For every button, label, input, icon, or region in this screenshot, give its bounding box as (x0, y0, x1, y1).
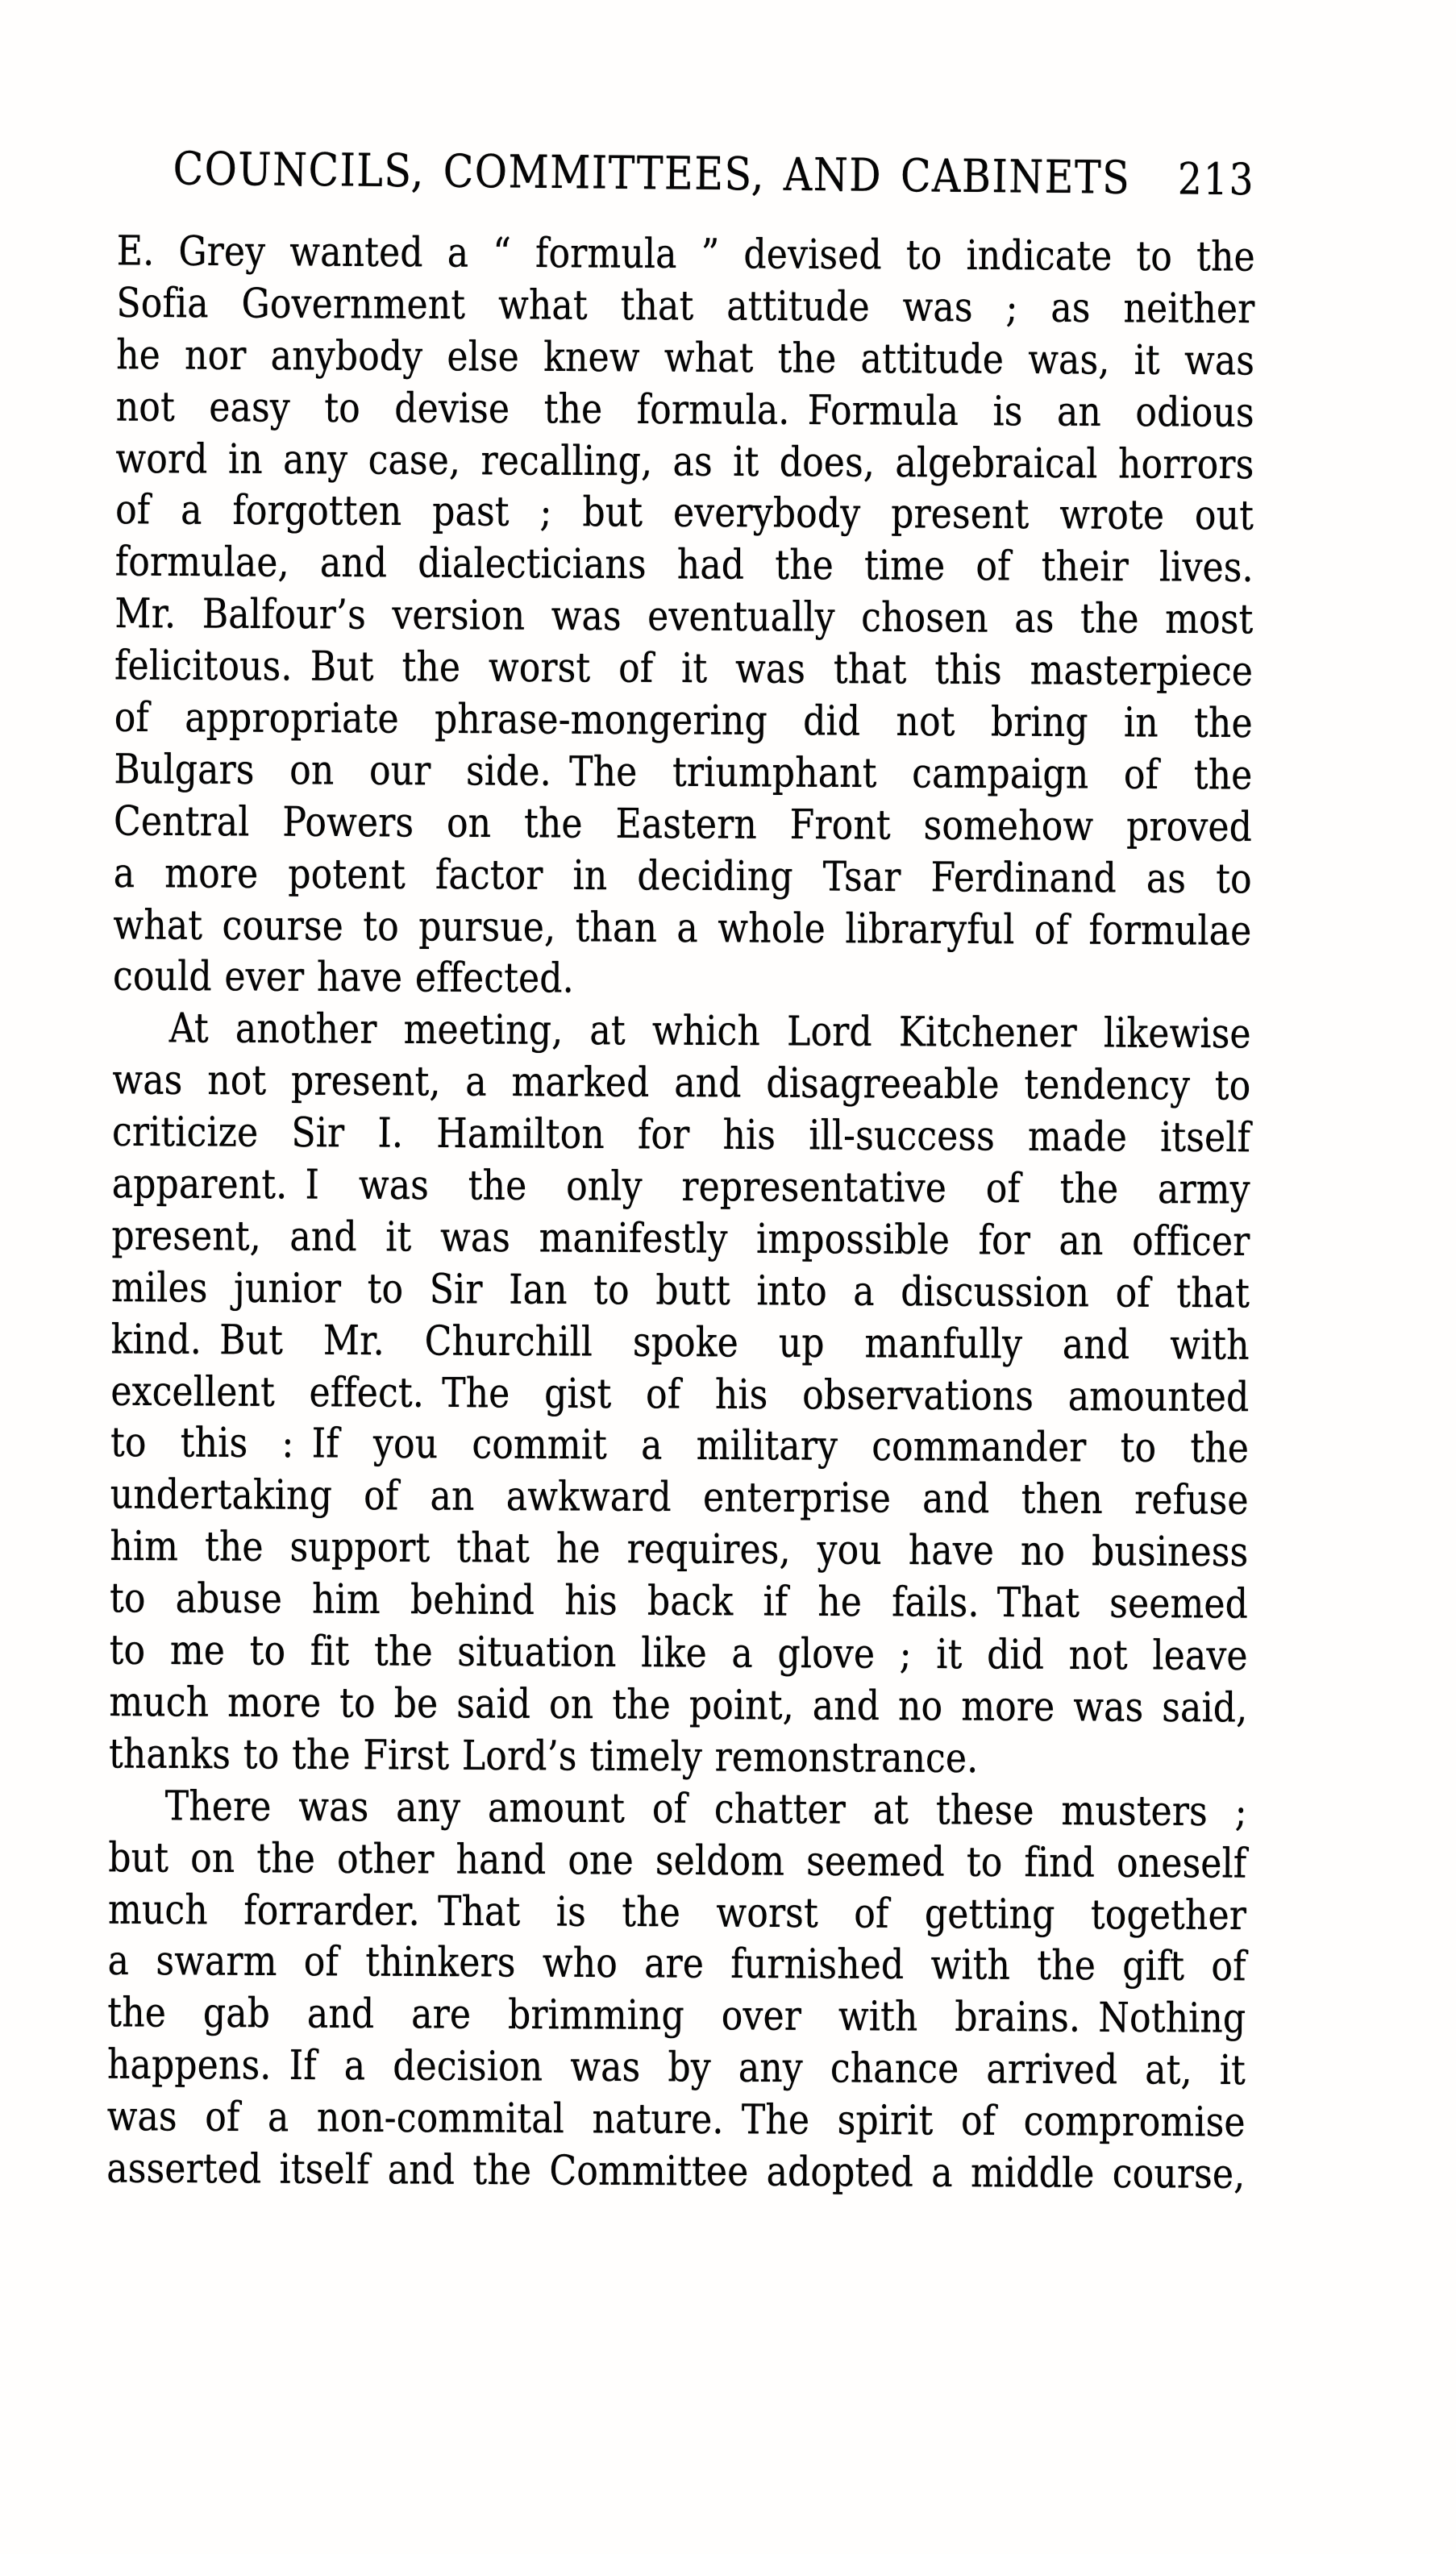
text-line: At another meeting, at which Lord Kitchener likewise (168, 1005, 1251, 1059)
text-line: he nor anybody else knew what the attitude was, it was (116, 331, 1255, 385)
text-line: formulae, and dialecticians had the time of their lives. (114, 538, 1254, 592)
text-line: a swarm of thinkers who are furnished with the gift of (107, 1937, 1246, 1991)
text-line: could ever have effected. (112, 953, 575, 1003)
text-line: thanks to the First Lord’s timely remonstrance. (108, 1730, 979, 1782)
running-header-title: COUNCILS, COMMITTEES, AND CABINETS (173, 142, 1131, 205)
text-line: a more potent factor in deciding Tsar Ferdinand as to (113, 849, 1252, 903)
text-line: felicitous. But the worst of it was that this masterpiece (114, 642, 1254, 696)
text-line: what course to pursue, than a whole libraryful of formulae (113, 901, 1252, 955)
text-line: There was any amount of chatter at these musters ; (164, 1782, 1247, 1836)
text-line: the gab and are brimming over with brains. Nothing (107, 1989, 1246, 2043)
text-line: to abuse him behind his back if he fails. That seemed (109, 1574, 1249, 1628)
text-line: apparent. I was the only representative of the army (111, 1160, 1250, 1214)
text-line: asserted itself and the Committee adopted a middle course, (106, 2144, 1246, 2198)
text-line: criticize Sir I. Hamilton for his ill-success made itself (111, 1108, 1251, 1162)
text-line: not easy to devise the formula. Formula is an odious (115, 383, 1254, 437)
text-line: word in any case, recalling, as it does, algebraical horrors (115, 435, 1254, 489)
text-line: present, and it was manifestly impossible for an officer (111, 1212, 1250, 1266)
text-line: much more to be said on the point, and no more was said, (109, 1678, 1248, 1732)
text-line: to me to fit the situation like a glove ; it did not leave (109, 1626, 1248, 1680)
text-line: to this : If you commit a military commander to the (110, 1419, 1250, 1473)
text-line: him the support that he requires, you have no business (110, 1523, 1249, 1577)
text-line: of appropriate phrase-mongering did not bring in the (114, 693, 1253, 747)
text-line: much forrarder. That is the worst of getting together (107, 1886, 1247, 1940)
text-line: kind. But Mr. Churchill spoke up manfully and with (110, 1316, 1250, 1370)
text-line: Mr. Balfour’s version was eventually chosen as the most (114, 590, 1254, 644)
text-line: undertaking of an awkward enterprise and then refuse (110, 1470, 1249, 1524)
running-header (116, 142, 1255, 218)
text-line: Bulgars on our side. The triumphant campaign of the (114, 746, 1253, 800)
text-line: happens. If a decision was by any chance arrived at, it (106, 2040, 1246, 2094)
text-line: but on the other hand one seldom seemed to find oneself (108, 1833, 1247, 1887)
text-line: was of a non-commital nature. The spirit of compromise (106, 2093, 1246, 2147)
text-line: miles junior to Sir Ian to butt into a discussion of that (110, 1263, 1250, 1317)
text-line: Central Powers on the Eastern Front somehow proved (113, 797, 1253, 851)
text-line: Sofia Government what that attitude was ; as neither (116, 279, 1255, 333)
text-line: was not present, a marked and disagreeable tendency to (112, 1056, 1251, 1110)
text-line: E. Grey wanted a “ formula ” devised to indicate to the (116, 227, 1255, 281)
page-text (106, 226, 1255, 2201)
text-line: excellent effect. The gist of his observations amounted (110, 1367, 1250, 1421)
text-line: of a forgotten past ; but everybody present wrote out (114, 486, 1254, 540)
page-number: 213 (1177, 153, 1255, 206)
